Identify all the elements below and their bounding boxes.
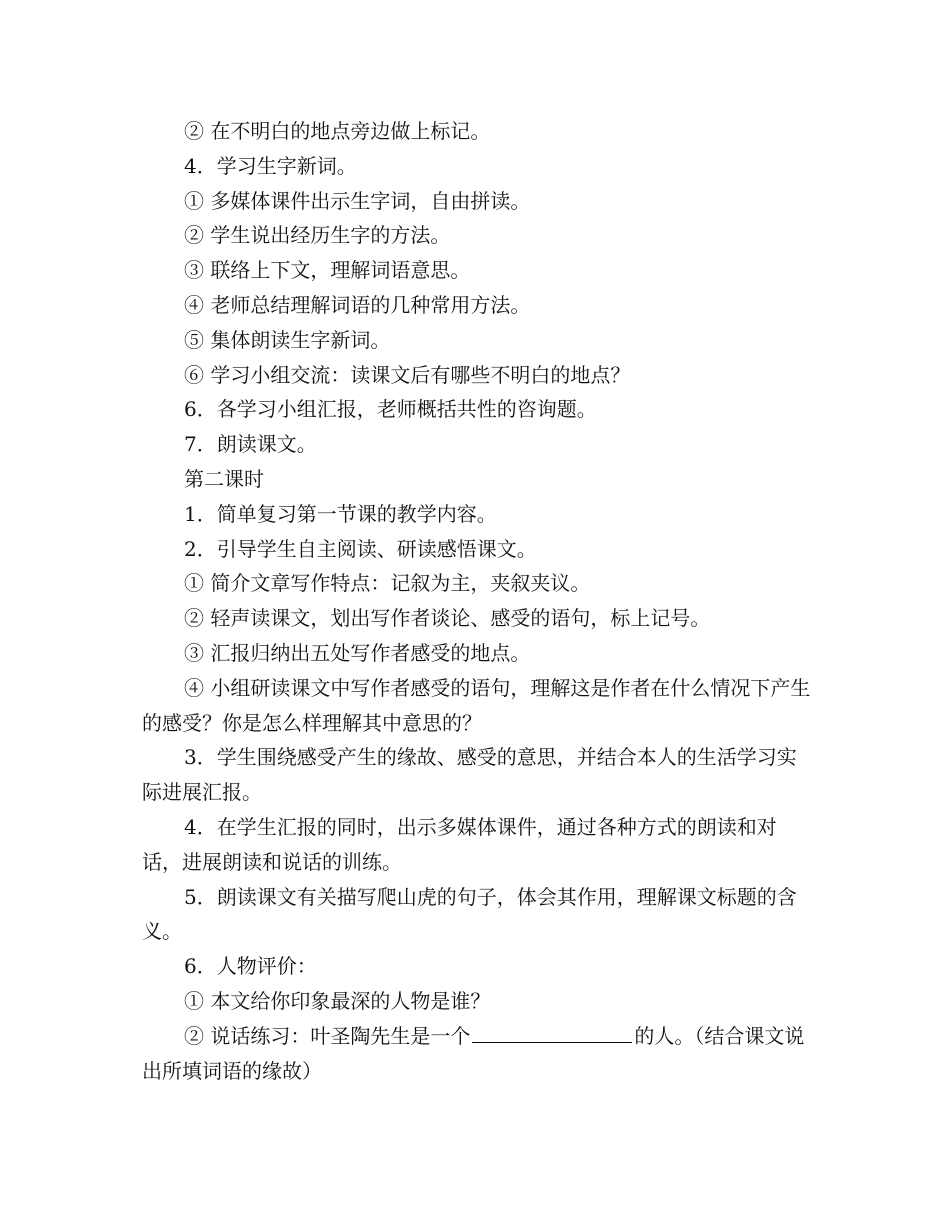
paragraph: 4．在学生汇报的同时，出示多媒体课件，通过各种方式的朗读和对话，进展朗读和说话的训练。 (142, 814, 777, 874)
paragraph: ② 轻声读课文，划出写作者谈论、感受的语句，标上记号。 (184, 606, 711, 631)
paragraph: 4．学习生字新词。 (184, 153, 357, 178)
paragraph: 2．引导学生自主阅读、研读感悟课文。 (184, 536, 537, 561)
paragraph: 5．朗读课文有关描写爬山虎的句子，体会其作用，理解课文标题的含义。 (142, 884, 797, 944)
fill-in-suffix: 的人。（结合课文说出所填词语的缘故） (142, 1023, 805, 1083)
paragraph: 6．各学习小组汇报，老师概括共性的咨询题。 (184, 397, 597, 422)
paragraph: ③ 汇报归纳出五处写作者感受的地点。 (184, 640, 531, 665)
paragraph: 7．朗读课文。 (184, 432, 317, 457)
paragraph: ③ 联络上下文，理解词语意思。 (184, 258, 471, 283)
paragraph: ⑥ 学习小组交流：读课文后有哪些不明白的地点？ (184, 362, 631, 387)
paragraph: ④ 老师总结理解词语的几种常用方法。 (184, 292, 531, 317)
paragraph: 1．简单复习第一节课的教学内容。 (184, 501, 497, 526)
paragraph: 6．人物评价： (184, 954, 317, 979)
paragraph: ④ 小组研读课文中写作者感受的语句，理解这是作者在什么情况下产生的感受？你是怎么样理解其中意思的？ (142, 675, 811, 735)
paragraph: ① 本文给你印象最深的人物是谁？ (184, 988, 491, 1013)
paragraph: ② 学生说出经历生字的方法。 (184, 223, 451, 248)
fill-in-blank (472, 1020, 632, 1043)
paragraph: ① 简介文章写作特点：记叙为主，夹叙夹议。 (184, 571, 591, 596)
paragraph: ② 在不明白的地点旁边做上标记。 (184, 119, 491, 143)
paragraph: ⑤ 集体朗读生字新词。 (184, 327, 391, 352)
paragraph: 3．学生围绕感受产生的缘故、感受的意思，并结合本人的生活学习实际进展汇报。 (142, 745, 797, 805)
fill-in-prefix: ② 说话练习：叶圣陶先生是一个 (184, 1023, 471, 1048)
document-body (142, 114, 814, 1088)
section-heading: 第二课时 (184, 466, 264, 491)
fill-in-paragraph (142, 1019, 814, 1089)
paragraph: ① 多媒体课件出示生字词，自由拼读。 (184, 188, 531, 213)
